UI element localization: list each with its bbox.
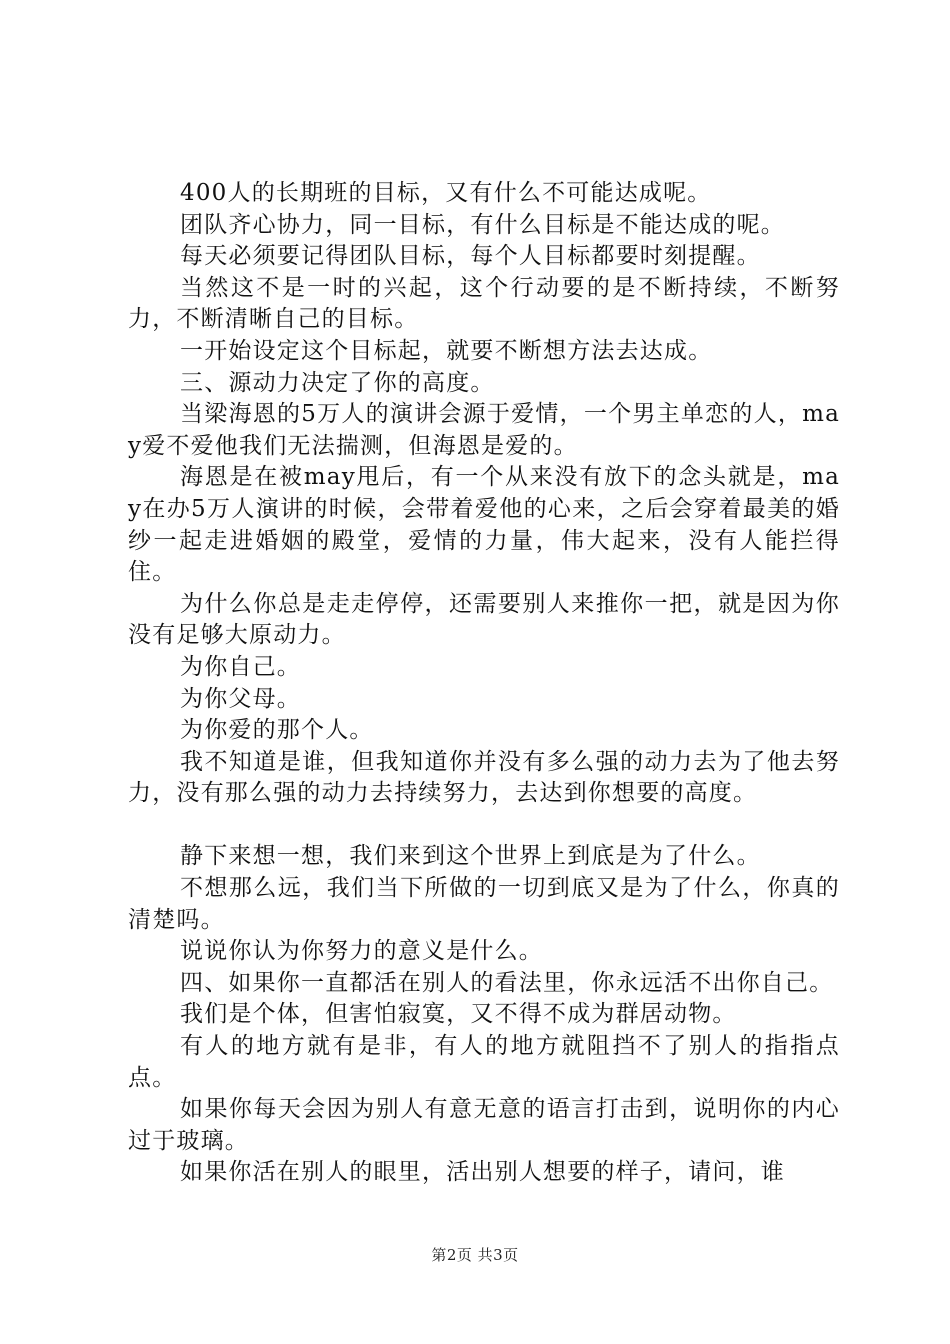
paragraph: 如果你每天会因为别人有意无意的语言打击到，说明你的内心过于玻璃。	[128, 1096, 840, 1154]
paragraph: 为什么你总是走走停停，还需要别人来推你一把，就是因为你没有足够大原动力。	[128, 590, 840, 649]
paragraph: 有人的地方就有是非，有人的地方就阻挡不了别人的指指点点。	[128, 1033, 840, 1091]
page-number-footer: 第2页 共3页	[431, 1246, 519, 1264]
paragraph: 当然这不是一时的兴起，这个行动要的是不断持续，不断努力，不断清晰自己的目标。	[128, 274, 840, 333]
paragraph: 不想那么远，我们当下所做的一切到底又是为了什么，你真的清楚吗。	[128, 875, 840, 933]
section-heading: 三、源动力决定了你的高度。	[180, 369, 495, 396]
paragraph: 当梁海恩的5万人的演讲会源于爱情，一个男主单恋的人，may爱不爱他我们无法揣测，但海恩是爱的。	[128, 401, 840, 459]
paragraph: 说说你认为你努力的意义是什么。	[180, 938, 543, 965]
paragraph: 为你自己。	[180, 653, 301, 680]
section-heading: 四、如果你一直都活在别人的看法里，你永远活不出你自己。	[180, 969, 834, 996]
paragraph: 每天必须要记得团队目标，每个人目标都要时刻提醒。	[180, 243, 761, 270]
paragraph: 为你爱的那个人。	[180, 717, 374, 744]
paragraph: 团队齐心协力，同一目标，有什么目标是不能达成的呢。	[180, 211, 785, 238]
paragraph: 我们是个体，但害怕寂寞，又不得不成为群居动物。	[180, 1001, 737, 1028]
paragraph: 我不知道是谁，但我知道你并没有多么强的动力去为了他去努力，没有那么强的动力去持续努力，去达到你想要的高度。	[128, 748, 840, 807]
document-body	[128, 178, 840, 1189]
paragraph: 一开始设定这个目标起，就要不断想方法去达成。	[180, 337, 713, 364]
paragraph: 400人的长期班的目标，又有什么不可能达成呢。	[180, 180, 712, 206]
blank-line	[128, 810, 840, 842]
paragraph: 海恩是在被may甩后，有一个从来没有放下的念头就是，may在办5万人演讲的时候，会带着爱他的心来，之后会穿着最美的婚纱一起走进婚姻的殿堂，爱情的力量，伟大起来，没有人能拦得住。	[128, 464, 840, 586]
paragraph: 如果你活在别人的眼里，活出别人想要的样子，请问，谁	[180, 1159, 785, 1186]
paragraph: 为你父母。	[180, 685, 301, 712]
paragraph: 静下来想一想，我们来到这个世界上到底是为了什么。	[180, 843, 761, 870]
